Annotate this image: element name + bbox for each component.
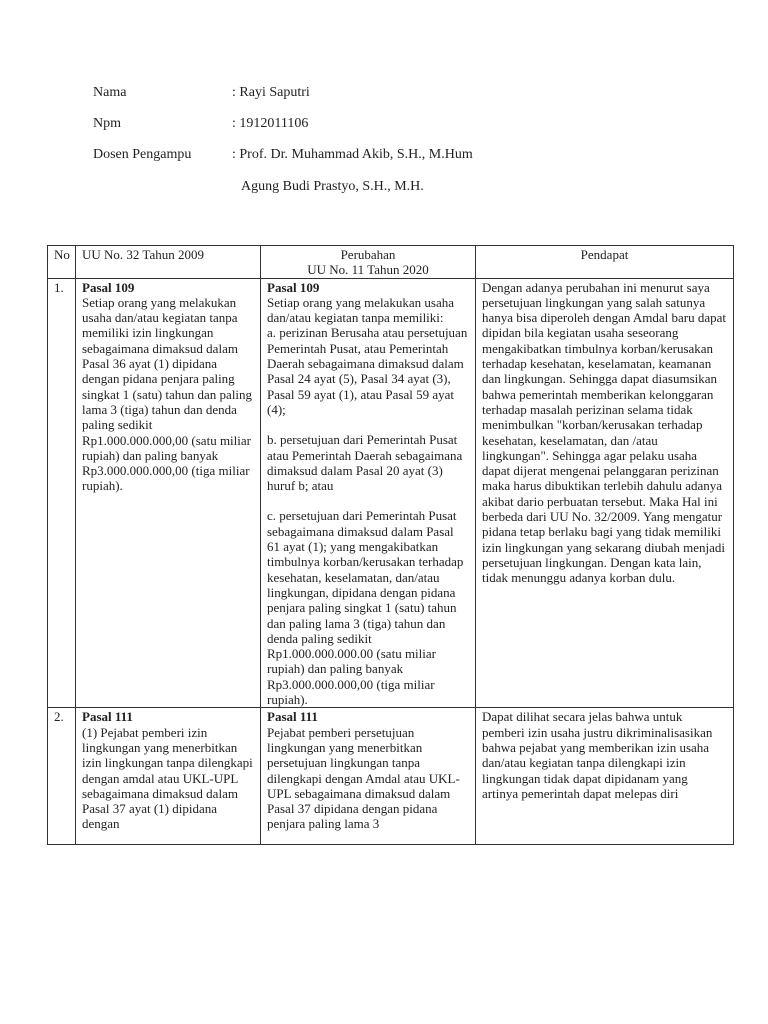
pasal-point-b: b. persetujuan dari Pemerintah Pusat atau Pemerintah Daerah sebagaimana dimaksud dalam Pasal 20 ayat (3) huruf b; atau	[267, 432, 463, 494]
header-no: No	[48, 246, 76, 279]
row-number: 1.	[48, 278, 76, 708]
pasal-title: Pasal 111	[82, 709, 133, 725]
pasal-point-c: c. persetujuan dari Pemerintah Pusat sebagaimana dimaksud dalam Pasal 61 ayat (1); yang mengakibatkan timbulnya korban/kerusakan terhadap kesehatan, keselamatan, dan/atau lingkungan, dipidana dengan pidana penjara paling singkat 1 (satu) tahun dan paling lama 3 (tiga) tahun dan denda paling sedikit Rp1.000.000.000.00 (satu miliar rupiah) dan paling banyak Rp3.000.000.000,00 (tiga miliar rupiah).	[267, 508, 464, 708]
header-pendapat: Pendapat	[476, 246, 734, 279]
pasal-text: Pejabat pemberi persetujuan lingkungan yang menerbitkan persetujuan lingkungan tanpa dilengkapi dengan Amdal atau UKL-UPL sebagaimana dimaksud dalam Pasal 37 dipidana dengan pidana penjara paling lama 3	[267, 724, 460, 832]
header-perubahan	[261, 246, 476, 279]
nama-label: Nama	[93, 85, 127, 100]
header-perubahan-line1: Perubahan	[340, 247, 396, 262]
pasal-title: Pasal 109	[82, 279, 135, 295]
pasal-text: Setiap orang yang melakukan usaha dan/atau kegiatan tanpa memiliki izin lingkungan sebagaimana dimaksud dalam Pasal 36 ayat (1) dipidana dengan pidana penjara paling singkat 1 (satu) tahun dan paling lama 3 (tiga) tahun dan denda paling sedikit Rp1.000.000.000,00 (satu miliar rupiah) dan paling banyak Rp3.000.000.000,00 (tiga miliar rupiah).	[82, 294, 253, 494]
table-row	[48, 278, 734, 708]
cell-uu-lama	[76, 278, 261, 708]
header-uu-lama: UU No. 32 Tahun 2009	[76, 246, 261, 279]
dosen-value-1: : Prof. Dr. Muhammad Akib, S.H., M.Hum	[232, 147, 473, 162]
table-header-row	[48, 246, 734, 279]
dosen-row-2	[241, 179, 424, 195]
dosen-value-2: Agung Budi Prastyo, S.H., M.H.	[241, 179, 424, 194]
cell-pendapat: Dengan adanya perubahan ini menurut saya persetujuan lingkungan yang salah satunya hanya bisa diperoleh dengan Amdal baru dapat dipidan bila kegiatan usaha seseorang mengakibatkan timbulnya korban/kerusakan terhadap kesehatan, keselamatan, keamanan dan lingkungan. Sehingga dapat diasumsikan bahwa pemerintah memberikan kelonggaran terhadap masalah perizinan selama tidak menimbulkan "korban/kerusakan terhadap kesehatan, keselamatan, dan /atau lingkungan". Sehingga agar pelaku usaha dapat dijerat mengenai pelanggaran perizinan maka harus dibuktikan terlebih dahulu adanya akibat dario perbuatan tersebut. Maka Hal ini berbeda dari UU No. 32/2009. Yang mengatur pidana tetap berlaku bagi yang tidak memiliki izin lingkungan yang sekarang diubah menjadi persetujuan lingkungan. Dengan kata lain, tidak menunggu adanya korban dulu.	[476, 278, 734, 708]
header-perubahan-line2: UU No. 11 Tahun 2020	[307, 262, 429, 278]
npm-value: : 1912011106	[232, 116, 309, 131]
pasal-title: Pasal 111	[267, 709, 318, 725]
cell-uu-lama	[76, 708, 261, 845]
npm-label: Npm	[93, 116, 121, 131]
pasal-text: (1) Pejabat pemberi izin lingkungan yang menerbitkan izin lingkungan tanpa dilengkapi dengan amdal atau UKL-UPL sebagaimana dimaksud dalam Pasal 37 ayat (1) dipidana dengan	[82, 724, 253, 832]
dosen-label: Dosen Pengampu	[93, 147, 192, 162]
comparison-table	[47, 245, 734, 845]
cell-pendapat	[476, 708, 734, 845]
pasal-intro: Setiap orang yang melakukan usaha dan/atau kegiatan tanpa memiliki:	[267, 294, 454, 326]
nama-value: : Rayi Saputri	[232, 85, 310, 100]
pendapat-text: Dapat dilihat secara jelas bahwa untuk pemberi izin usaha justru dikriminalisasikan bahwa pejabat yang memberikan izin usaha dan/atau kegiatan tanpa dilengkapi izin lingkungan tidak dapat dipidanam yang artinya pemerintah dapat melepas diri	[482, 709, 713, 801]
table-row	[48, 708, 734, 845]
cell-uu-baru	[261, 708, 476, 845]
pasal-point-a: a. perizinan Berusaha atau persetujuan Pemerintah Pusat, atau Pemerintah Daerah sebagaimana dimaksud dalam Pasal 24 ayat (5), Pasal 34 ayat (3), Pasal 59 ayat (1), atau Pasal 59 ayat (4);	[267, 325, 468, 417]
row-number: 2.	[48, 708, 76, 845]
pasal-title: Pasal 109	[267, 279, 320, 295]
cell-uu-baru	[261, 278, 476, 708]
